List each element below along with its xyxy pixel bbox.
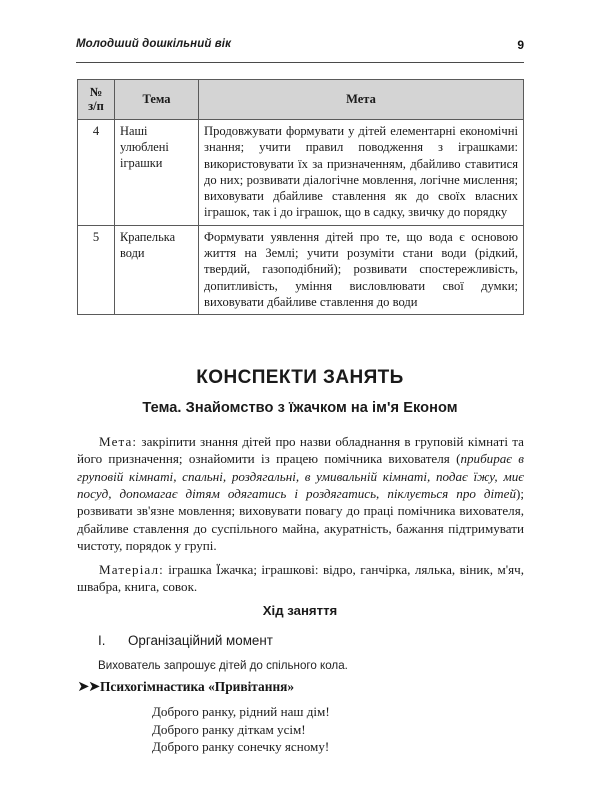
cell-number: 4 — [78, 120, 115, 226]
running-head-title: Молодший дошкільний вік — [76, 38, 232, 50]
topic-title: Тема. Знайомство з їжачком на ім'я Економ — [142, 400, 458, 416]
column-header-theme: Тема — [115, 80, 199, 120]
course-item-numeral: I. — [98, 633, 106, 648]
cell-number: 5 — [78, 225, 115, 314]
table-row — [78, 120, 524, 226]
column-header-number — [78, 80, 115, 120]
column-header-goal: Мета — [199, 80, 524, 120]
table-row — [78, 225, 524, 314]
page-number: 9 — [517, 38, 524, 52]
goal-paragraph-block — [77, 433, 524, 554]
goal-paragraph — [77, 433, 524, 554]
course-title: Хід заняття — [262, 603, 338, 618]
goal-text-before: закріпити знання дітей про назви обладнання в груповій кімнаті та його призначення; ознайомити із працею помічника вихователя ( — [77, 434, 524, 467]
goal-text-italic: прибирає в груповій кімнаті, спальні, роздягальні, в умивальній кімнаті, подає їжу, миє посуд, допомагає дітям одягатись і роздягатись, піклується про дітей — [77, 451, 524, 502]
poem-block — [152, 703, 540, 756]
lesson-table-wrapper — [77, 79, 524, 315]
goal-text-after: ); розвивати зв'язне мовлення; виховувати повагу до праці помічника вихователя, дбайливе ставлення до суспільного майна, акуратність, бажання підтримувати чистоту, порядок у групі. — [77, 486, 524, 554]
header-rule — [76, 62, 524, 63]
cell-goal: Формувати уявлення дітей про те, що вода є основою життя на Землі; учити розуміти стани води (рідкий, твердий, газоподібний); розвивати спостережливість, допитливість, уміння висловлювати свої думки; виховувати дбайливе ставлення до води — [199, 225, 524, 314]
activity-heading — [78, 679, 524, 695]
table-header-row — [78, 80, 524, 120]
running-head — [76, 38, 524, 62]
section-title: КОНСПЕКТИ ЗАНЯТЬ — [196, 367, 404, 388]
lesson-table — [77, 79, 524, 315]
poem-line: Доброго ранку, рідний наш дім! — [152, 704, 330, 719]
course-item-title: Організаційний момент — [128, 633, 273, 648]
material-label: Матеріал: — [99, 562, 164, 577]
column-header-number-line1: № — [89, 85, 103, 99]
column-header-number-line2: з/п — [88, 99, 104, 113]
activity-title: Психогімнастика «Привітання» — [100, 679, 295, 694]
goal-label: Мета: — [99, 434, 138, 449]
material-text: іграшка Їжачка; іграшкові: відро, ганчірка, лялька, віник, м'яч, швабра, книга, совок. — [77, 562, 524, 595]
material-paragraph-block — [77, 561, 524, 596]
cell-goal: Продовжувати формувати у дітей елементарні економічні знання; учити правил поводження з іграшками: використовувати їх за призначенням, дбайливо ставитися до них; розвивати діалогічне мовлення, логічне мислення; виховувати дбайливе ставлення як до своїх власних іграшок, так і до іграшок, що в садку, звичку до порядку — [199, 120, 524, 226]
course-item-heading — [98, 633, 273, 648]
course-item-note: Вихователь запрошує дітей до спільного кола. — [98, 659, 348, 672]
cell-theme: Крапелька води — [115, 225, 199, 314]
double-chevron-icon: ➤➤ — [78, 678, 100, 694]
material-paragraph — [77, 561, 524, 596]
cell-theme: Наші улюблені іграшки — [115, 120, 199, 226]
poem-line: Доброго ранку діткам усім! — [152, 721, 306, 737]
poem-line: Доброго ранку сонечку ясному! — [152, 739, 330, 755]
